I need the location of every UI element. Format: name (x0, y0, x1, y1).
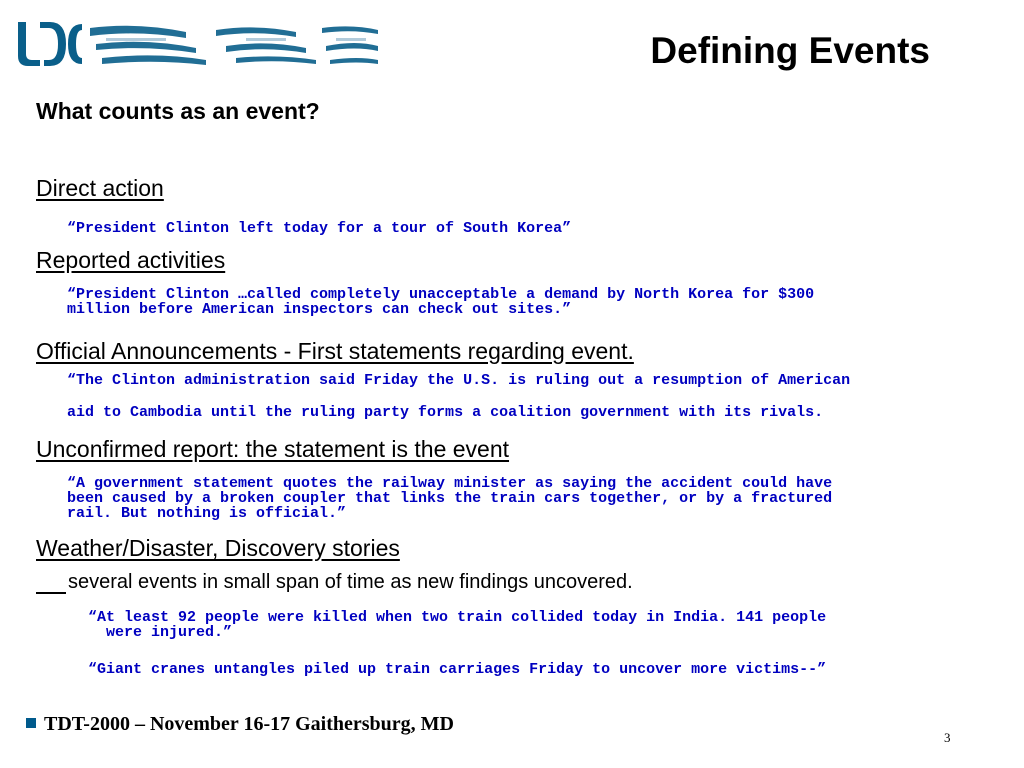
heading-direct-action: Direct action (36, 175, 164, 201)
slide-subtitle: What counts as an event? (36, 98, 320, 124)
footer-text: TDT-2000 – November 16-17 Gaithersburg, MD (44, 713, 454, 735)
heading-weather-disaster: Weather/Disaster, Discovery stories (36, 535, 400, 561)
quote-train-collision: “At least 92 people were killed when two train collided today in India. 141 people were injured.” (88, 609, 827, 641)
quote-official-announcements-line2: aid to Cambodia until the ruling party forms a coalition government with its rivals. (67, 404, 824, 421)
organization-logo-icon (16, 18, 381, 68)
page-number: 3 (944, 730, 951, 745)
quote-official-announcements-line1: “The Clinton administration said Friday the U.S. is ruling out a resumption of American (67, 372, 851, 389)
heading-reported-activities: Reported activities (36, 247, 226, 273)
note-several-events (36, 571, 633, 594)
heading-unconfirmed-report: Unconfirmed report: the statement is the event (36, 436, 510, 462)
footer (26, 713, 454, 736)
quote-direct-action: “President Clinton left today for a tour of South Korea” (67, 220, 572, 237)
square-bullet-icon (26, 718, 36, 728)
note-text: several events in small span of time as new findings uncovered. (68, 571, 633, 593)
blank-line (36, 572, 66, 594)
quote-reported-activities: “President Clinton …called completely unacceptable a demand by North Korea for $300 million before American inspectors can check out sites.” (67, 286, 815, 318)
heading-official-announcements: Official Announcements - First statements regarding event. (36, 338, 634, 364)
page-title: Defining Events (650, 30, 930, 71)
quote-giant-cranes: “Giant cranes untangles piled up train carriages Friday to uncover more victims--” (88, 661, 827, 678)
quote-unconfirmed-report: “A government statement quotes the railway minister as saying the accident could have been caused by a broken coupler that links the train cars together, or by a fractured rail. But nothing is official.” (67, 475, 833, 522)
